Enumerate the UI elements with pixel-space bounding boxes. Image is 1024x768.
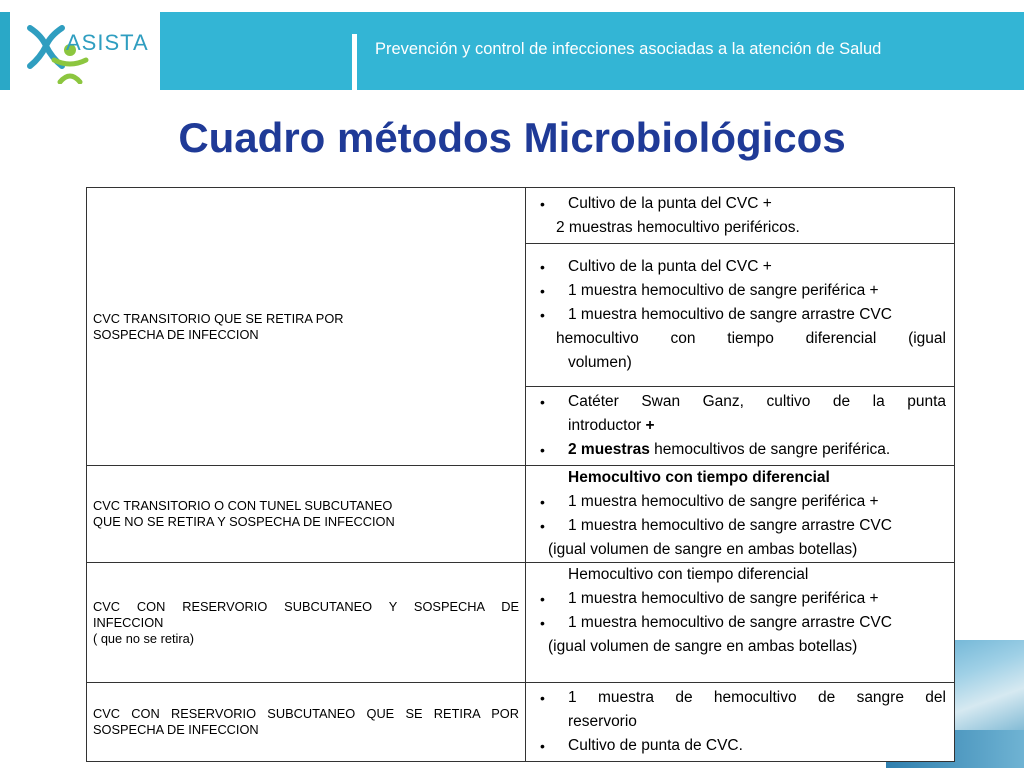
list-item: • 1 muestra hemocultivo de sangre periférica +	[536, 587, 946, 611]
list-item-continuation: reservorio	[568, 713, 637, 730]
list-item: • Cultivo de punta de CVC.	[536, 734, 946, 758]
table-cell-left	[87, 563, 526, 683]
table-cell-left	[87, 466, 526, 563]
banner-title: Prevención y control de infecciones asociadas a la atención de Salud	[375, 40, 882, 58]
table-cell-left	[87, 683, 526, 762]
row3-left-line: INFECCION	[93, 614, 164, 630]
row2-left-line: CVC TRANSITORIO O CON TUNEL SUBCUTANEO	[93, 498, 393, 513]
row2-left-line: QUE NO SE RETIRA Y SOSPECHA DE INFECCION	[93, 514, 395, 529]
table-cell-right	[526, 466, 955, 563]
row4-left-line: SOSPECHA DE INFECCION	[93, 722, 259, 737]
table-row	[87, 466, 955, 563]
table-row	[87, 188, 955, 244]
list-item: • 1 muestra hemocultivo de sangre arrastre CVC	[536, 303, 946, 327]
list-heading: Hemocultivo con tiempo diferencial	[568, 469, 830, 486]
bold-text: 2 muestras	[568, 441, 650, 458]
bold-text: +	[645, 417, 655, 434]
row3-left-line: CVC CON RESERVORIO SUBCUTANEO Y SOSPECHA DE	[93, 598, 519, 614]
row1-left-line: SOSPECHA DE INFECCION	[93, 326, 259, 342]
table-row	[87, 683, 955, 762]
list-item: • 1 muestra hemocultivo de sangre arrastre CVC	[536, 611, 946, 635]
table-cell-left	[87, 188, 526, 466]
list-item: • Cultivo de la punta del CVC +	[536, 192, 946, 216]
list-item-continuation: 2 muestras hemocultivo periféricos.	[556, 218, 800, 236]
list-item: • Cultivo de la punta del CVC +	[536, 255, 946, 279]
header	[0, 0, 1024, 90]
list-item-continuation: (igual volumen de sangre en ambas botellas)	[548, 541, 858, 558]
row1-left-line: CVC TRANSITORIO QUE SE RETIRA POR	[93, 310, 344, 326]
list-item-continuation: (igual volumen de sangre en ambas botellas)	[548, 638, 858, 655]
methods-table	[86, 187, 955, 762]
list-heading: Hemocultivo con tiempo diferencial	[568, 566, 809, 583]
list-item: • 1 muestra hemocultivo de sangre periférica +	[536, 279, 946, 303]
table-cell-right	[526, 683, 955, 762]
row3-left-line: ( que no se retira)	[93, 630, 195, 646]
table-cell-right	[526, 387, 955, 466]
list-item: • 1 muestra hemocultivo de sangre periférica +	[536, 490, 946, 514]
list-item-continuation: hemocultivo con tiempo diferencial (igual	[556, 330, 946, 347]
header-divider	[352, 34, 357, 90]
logo	[0, 0, 160, 90]
row4-left-line: CVC CON RESERVORIO SUBCUTANEO QUE SE RETIRA POR	[93, 706, 519, 721]
table-cell-right	[526, 563, 955, 683]
page-title: Cuadro métodos Microbiológicos	[178, 114, 846, 161]
list-item: • 1 muestra hemocultivo de sangre arrastre CVC	[536, 514, 946, 538]
list-item-continuation	[536, 414, 946, 438]
logo-accent-bar	[0, 12, 10, 90]
text-span: hemocultivos de sangre periférica.	[649, 441, 891, 458]
list-item: • Catéter Swan Ganz, cultivo de la punta	[536, 390, 946, 414]
list-item-continuation: volumen)	[568, 354, 632, 371]
table-cell-right	[526, 244, 955, 387]
list-item	[536, 438, 946, 462]
list-item: • 1 muestra de hemocultivo de sangre del	[536, 686, 946, 710]
text-span: introductor	[568, 417, 646, 434]
table-row	[87, 563, 955, 683]
table-cell-right	[526, 188, 955, 244]
logo-text: ASISTA	[66, 30, 149, 55]
